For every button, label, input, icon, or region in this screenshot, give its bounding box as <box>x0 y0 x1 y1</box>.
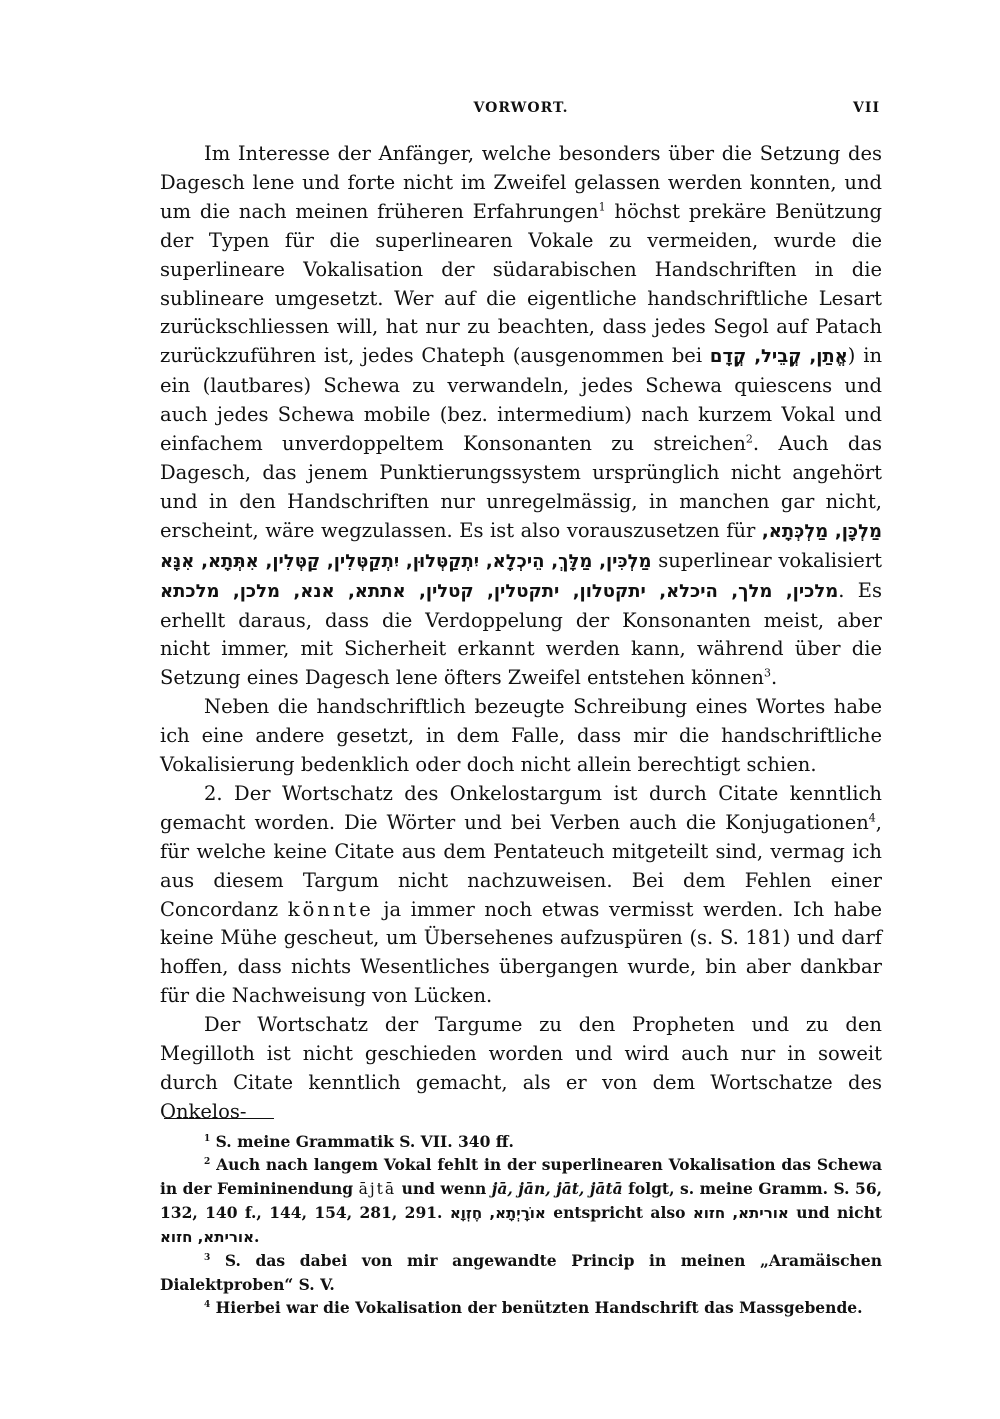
paragraph-1-text-b: höchst prekäre Benützung der Typen für die superlinearen Vokale zu vermeiden, wurde die superlineare Vokalisation der südarabischen Handschriften in die sublineare umgesetzt. Wer auf die eigentliche handschriftliche Lesart zurückschliessen will, hat nur zu beachten, dass jedes Segol auf Patach zurückzuführen ist, jedes Chateph (ausgenommen bei <box>160 199 882 368</box>
paragraph-3 <box>160 780 882 1011</box>
footnote-4 <box>160 1296 882 1319</box>
footnote-3 <box>160 1249 882 1296</box>
paragraph-3-text-a: 2. Der Wortschatz des Onkelostargum ist durch Citate kenntlich gemacht worden. Die Wörter und bei Verben auch die Konjugationen <box>160 781 882 834</box>
hebrew-words-2: מַלְכָּן, מַלְכְּתָא, מַלְכִּין, מַלָּךְ, הֵיכְלָא, יִתְקַטְּלוּן, יִתְקַטְּלִין, קַטְּלִין, אִתְּתָא, אִנָּא <box>160 520 882 572</box>
footnote-ref-2: 2 <box>745 432 753 446</box>
footnote-1 <box>160 1130 882 1153</box>
footnote-mark-3: 3 <box>204 1253 211 1264</box>
footnote-3-text: S. das dabei von mir angewandte Princip in meinen „Aramäischen Dialektproben“ S. V. <box>160 1251 882 1294</box>
paragraph-4: Der Wortschatz der Targume zu den Propheten und zu den Megilloth ist nicht geschieden worden und wird auch nur in soweit durch Citate kenntlich gemacht, als er von dem Wortschatze des Onkelos- <box>160 1013 882 1123</box>
footnote-2-text-e: folgt, s. meine Gramm. S. 56, 132, 140 f., 144, 154, 281, 291. <box>160 1178 883 1222</box>
footnote-mark-2: 2 <box>204 1157 211 1168</box>
running-header <box>160 100 882 124</box>
footnote-divider <box>164 1118 274 1119</box>
footnote-2-hebrew-1: אוֹרָיְתָא, חֶזְוָא <box>449 1203 546 1222</box>
paragraph-1-text-e: superlinear vokalisiert <box>651 548 882 572</box>
footnote-mark-4: 4 <box>204 1299 211 1310</box>
paragraph-1-text-c: ) in ein (lautbares) Schewa zu verwandeln, jedes Schewa quiescens und auch jedes Schewa mobile (bez. intermedium) nach kurzem Vokal und einfachem unverdoppeltem Konsonanten zu streichen <box>160 344 883 456</box>
footnote-ref-4: 4 <box>868 811 876 825</box>
footnote-4-text: Hierbei war die Vokalisation der benützten Handschrift das Massgebende. <box>210 1298 863 1318</box>
footnote-mark-1: 1 <box>204 1133 211 1144</box>
footnote-1-text: S. meine Grammatik S. VII. 340 ff. <box>210 1132 514 1151</box>
footnote-ref-1: 1 <box>598 200 606 214</box>
paragraph-1-text-f: . Es erhellt daraus, dass die Verdoppelung der Konsonanten meist, aber nicht immer, mit Sicherheit erkannt werden kann, während über die Setzung eines Dagesch lene öfters Zweifel entstehen können <box>160 578 882 690</box>
footnote-2-hebrew-3: אוריתא, חזוא <box>160 1228 254 1247</box>
paragraph-2: Neben die handschriftlich bezeugte Schreibung eines Wortes habe ich eine andere gesetzt, in dem Falle, dass mir die handschriftliche Vokalisierung bedenklich oder doch nicht allein berechtigt schien. <box>160 695 882 777</box>
paragraph-1-text-a: Im Interesse der Anfänger, welche besonders über die Setzung des Dagesch lene und forte nicht im Zweifel gelassen werden konnten, und um die nach meinen früheren Erfahrungen <box>160 142 882 223</box>
footnote-2-transliteration-2: jā, jān, jāt, jātā <box>491 1178 623 1198</box>
footnote-ref-3: 3 <box>763 666 771 680</box>
main-text <box>160 140 882 1127</box>
paragraph-1-text-g: . <box>770 666 778 690</box>
hebrew-words-3: מלכין, מלך, היכלא, יתקטלון, יתקטלין, קטלין, אתתא, אנא, מלכן, מלכתא <box>160 580 839 602</box>
footnote-2-text-c: und wenn <box>396 1178 492 1198</box>
header-title: VORWORT. <box>473 100 569 116</box>
page-number: VII <box>853 100 880 116</box>
footnotes <box>160 1130 882 1319</box>
paragraph-3-text-c: ja immer noch etwas vermisst werden. Ich habe keine Mühe gescheut, um Übersehenes aufzuspüren (s. S. 181) und darf hoffen, dass nichts Wesentliches übergangen wurde, bin aber dankbar für die Nachweisung von Lücken. <box>160 897 883 1008</box>
footnote-2-text-f: entspricht also <box>545 1202 693 1222</box>
footnote-2-hebrew-2: אוריתא, חזוא <box>692 1203 789 1222</box>
footnote-2-text-g: und nicht <box>788 1202 883 1222</box>
paragraph-3-text-b: , für welche keine Citate aus dem Pentateuch mitgeteilt sind, vermag ich aus diesem Targum nicht nachzuweisen. Bei dem Fehlen einer Concordanz <box>160 810 882 921</box>
spaced-word: könnte <box>287 897 374 921</box>
footnote-2-text-h: . <box>253 1227 260 1247</box>
footnote-2-text-a: Auch nach langem Vokal fehlt in der superlinearen Vokalisation das Schewa in der Femininendung <box>160 1155 882 1198</box>
paragraph-1-text-d: . Auch das Dagesch, das jenem Punktierungssystem ursprünglich nicht angehört und in den Handschriften nur unregelmässig, in manchen gar nicht, erscheint, wäre wegzulassen. Es ist also vorauszusetzen für <box>160 432 882 542</box>
hebrew-words-1: אֱתַן, קֳבֵיל, קֳדָם <box>709 346 848 368</box>
footnote-2-transliteration-1: ājtā <box>358 1179 397 1198</box>
paragraph-1 <box>160 140 882 693</box>
footnote-2 <box>160 1153 882 1249</box>
